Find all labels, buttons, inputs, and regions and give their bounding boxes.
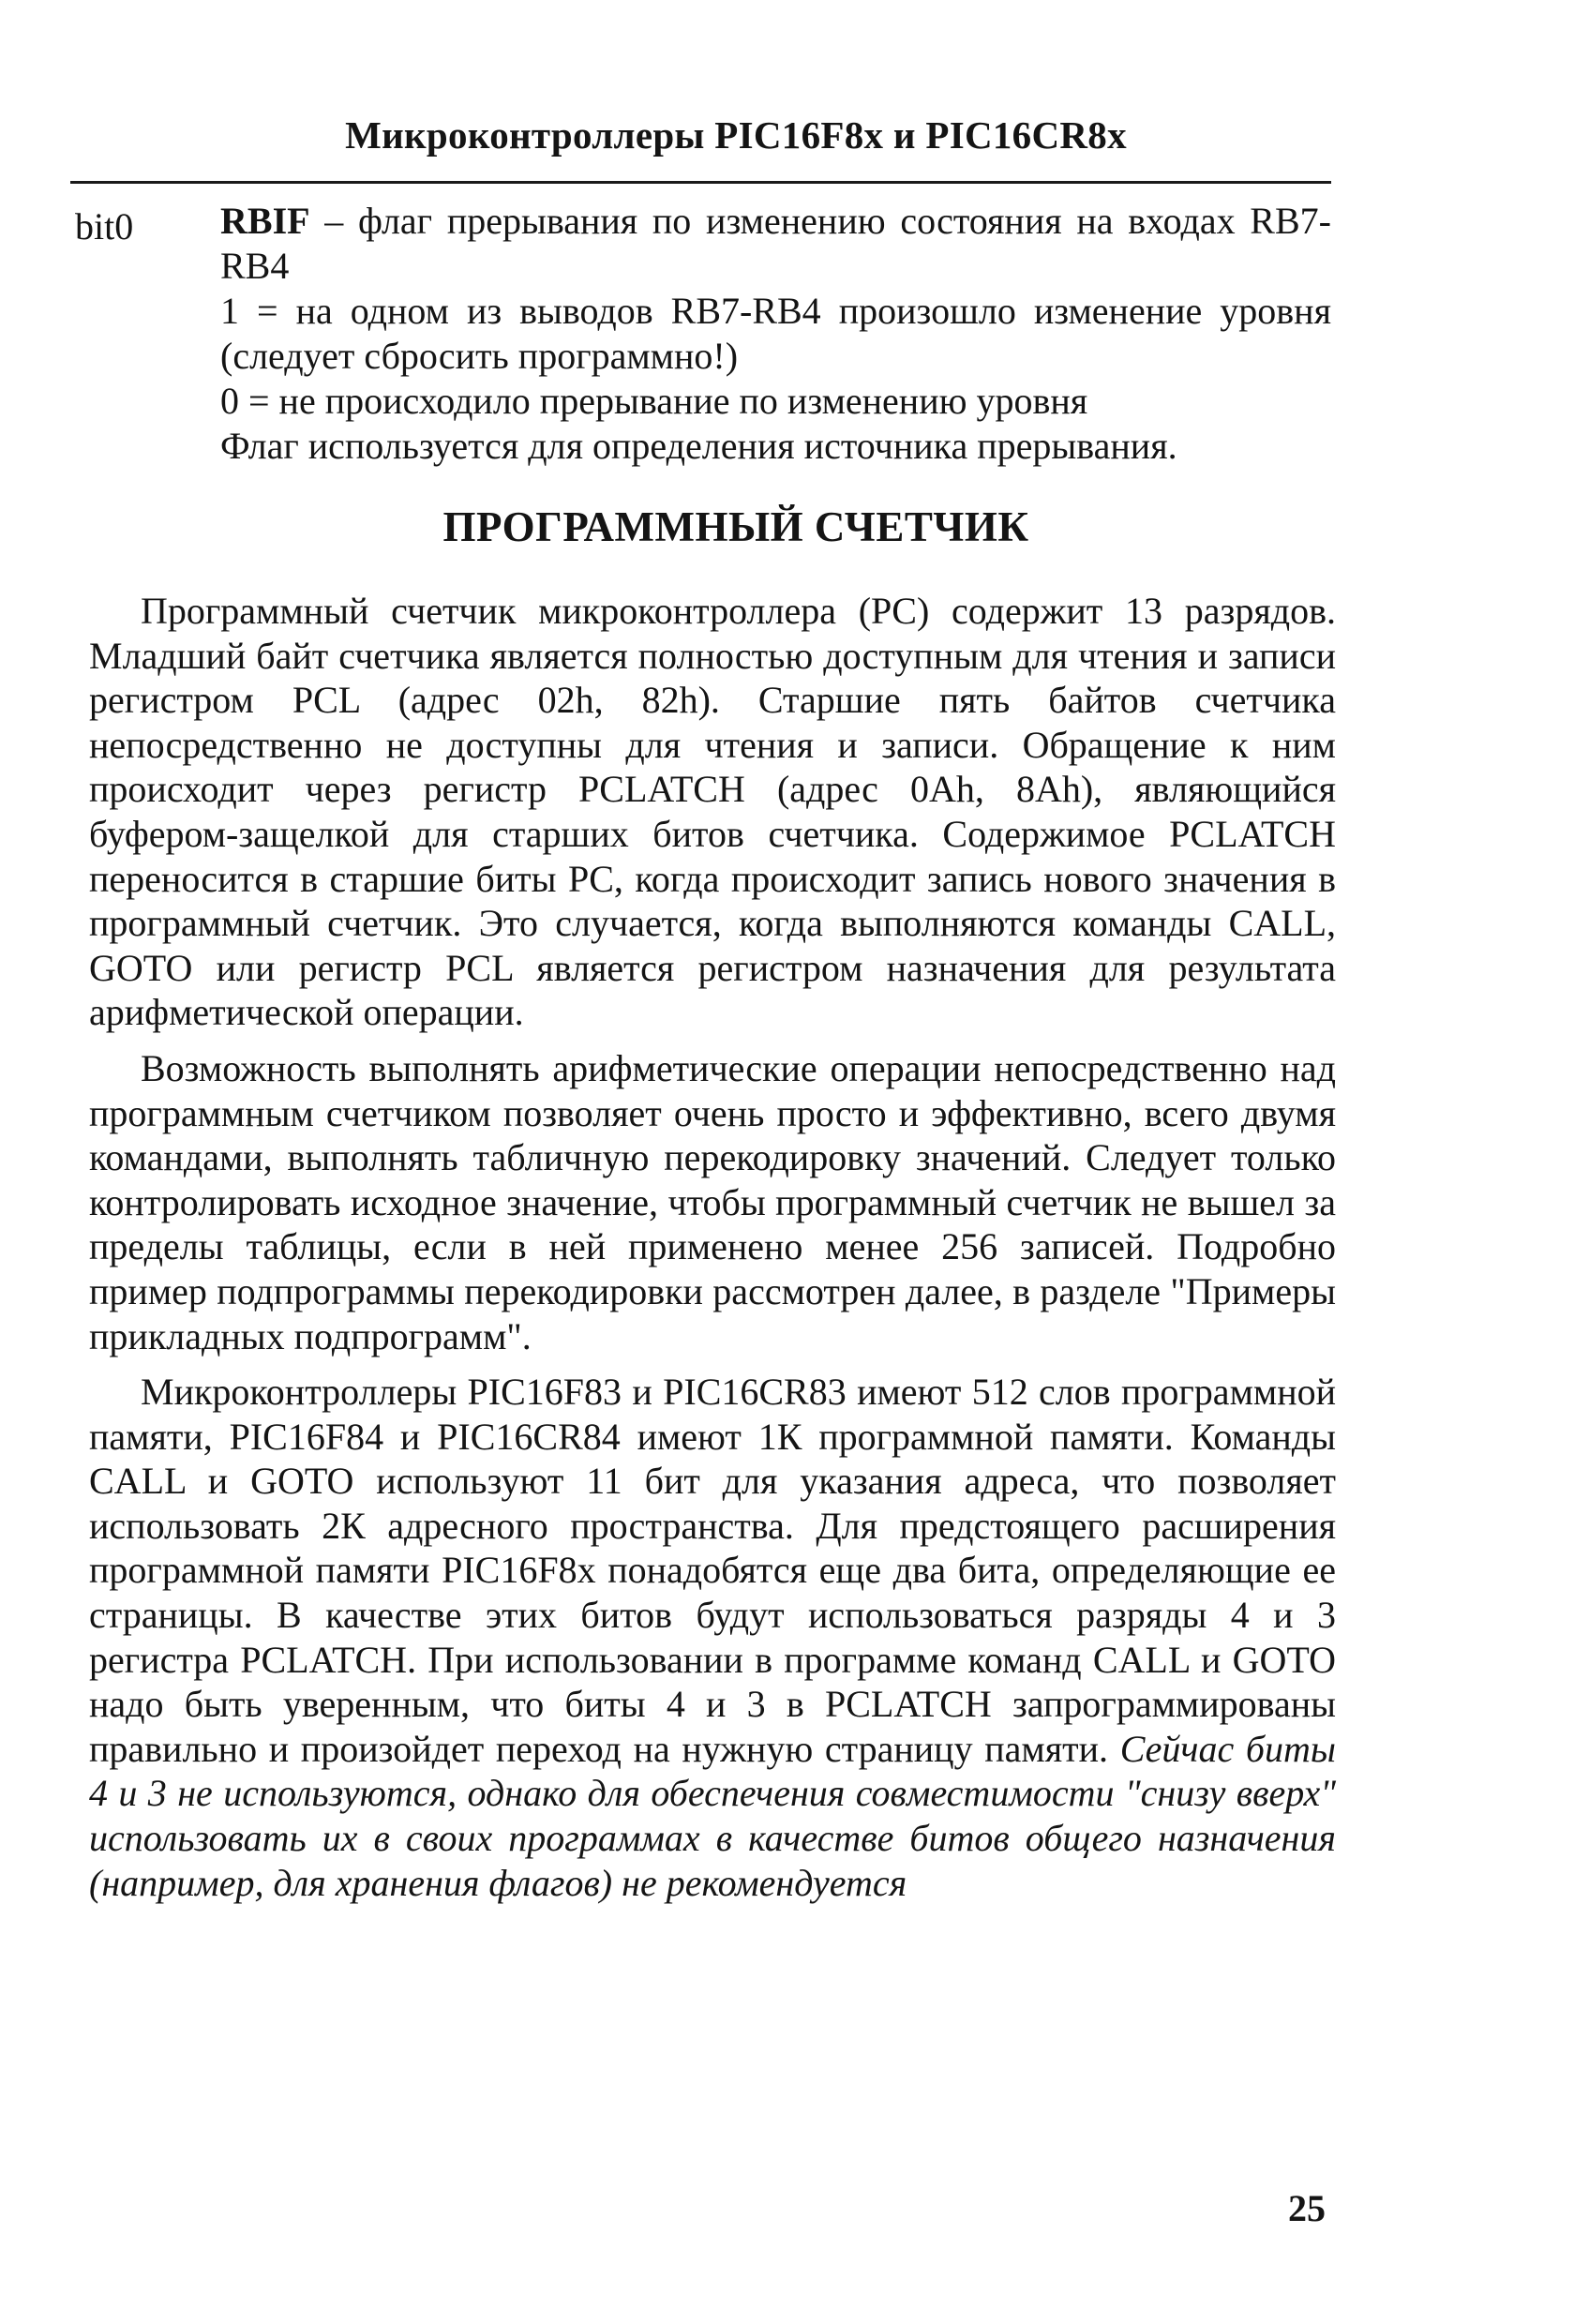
bit-label: bit0 bbox=[75, 205, 134, 247]
section-body bbox=[89, 589, 1336, 1916]
bit-value-zero: 0 = не происходило прерывание по изменению уровня bbox=[220, 380, 1088, 422]
paragraph-3-italic-note: Сейчас биты 4 и 3 не используются, однако для обеспечения совместимости "снизу вверх" использовать их в своих программах в качестве битов общего назначения (например, для хранения флагов) не рекомендуется bbox=[89, 1727, 1336, 1904]
running-header: Микроконтроллеры PIC16F8x и PIC16CR8x bbox=[345, 113, 1127, 157]
bit-note: Флаг используется для определения источника прерывания. bbox=[220, 425, 1177, 467]
bit-description bbox=[220, 199, 1331, 469]
paragraph-1: Программный счетчик микроконтроллера (PC) содержит 13 разрядов. Младший байт счетчика является полностью доступным для чтения и записи регистром PCL (адрес 02h, 82h). Старшие пять байтов счетчика непосредственно не доступны для чтения и записи. Обращение к ним происходит через регистр PCLATCH (адрес 0Ah, 8Ah), являющийся буфером-защелкой для старших битов счетчика. Содержимое PCLATCH переносится в старшие биты PC, когда происходит запись нового значения в программный счетчик. Это случается, когда выполняются команды CALL, GOTO или регистр PCL является регистром назначения для результата арифметической операции. bbox=[89, 590, 1336, 1034]
paragraph-3 bbox=[89, 1370, 1336, 1905]
bit-name: RBIF bbox=[220, 200, 310, 242]
paragraph-2: Возможность выполнять арифметические операции непосредственно над программным счетчиком позволяет очень просто и эффективно, всего двумя командами, выполнять табличную перекодировку значений. Следует только контролировать исходное значение, чтобы программный счетчик не вышел за пределы таблицы, если в ней применено менее 256 записей. Подробно пример подпрограммы перекодировки рассмотрен далее, в разделе "Примеры прикладных подпрограмм". bbox=[89, 1046, 1336, 1357]
section-title: ПРОГРАММНЫЙ СЧЕТЧИК bbox=[442, 503, 1029, 550]
paragraph-3-regular: Микроконтроллеры PIC16F83 и PIC16CR83 имеют 512 слов программной памяти, PIC16F84 и PIC16CR84 имеют 1К программной памяти. Команды CALL и GOTO используют 11 бит для указания адреса, что позволяет использовать 2К адресного пространства. Для предстоящего расширения программной памяти PIC16F8x понадобятся еще два бита, определяющие ее страницы. В качестве этих битов будут использоваться разряды 4 и 3 регистра PCLATCH. При использовании в программе команд CALL и GOTO надо быть уверенным, что биты 4 и 3 в PCLATCH запрограммированы правильно и произойдет переход на нужную страницу памяти. bbox=[89, 1371, 1336, 1770]
bit-title-rest: – флаг прерывания по изменению состояния на входах RB7-RB4 bbox=[220, 200, 1331, 287]
bit-value-one: 1 = на одном из выводов RB7-RB4 произошло изменение уровня (следует сбросить программно!) bbox=[220, 290, 1331, 377]
bit-title-line bbox=[220, 199, 1331, 289]
header-rule bbox=[70, 181, 1331, 184]
page-number: 25 bbox=[1288, 2187, 1326, 2229]
